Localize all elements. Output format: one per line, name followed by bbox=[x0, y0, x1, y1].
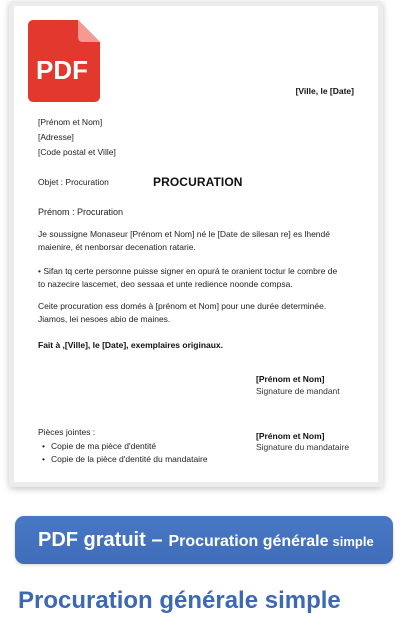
paragraph-line: Ceite procuration ess domés à [prénom et Nom] pour une durée determinée. bbox=[38, 301, 327, 311]
date-line: [Ville, le [Date] bbox=[295, 86, 354, 96]
attachments-title: Pièces jointes : bbox=[38, 427, 96, 437]
paragraph-line: Jiamos, lei nesoes abio de maines. bbox=[38, 314, 171, 324]
banner-text-tertiary: simple bbox=[332, 534, 374, 549]
attachment-item: • Copie de ma pièce d'dentité bbox=[42, 440, 156, 452]
prenom-line: Prénom : Procuration bbox=[38, 207, 124, 217]
pdf-icon-label: PDF bbox=[36, 55, 88, 85]
sender-name: [Prénom et Nom] bbox=[38, 117, 103, 127]
sender-address: [Adresse] bbox=[38, 132, 74, 142]
signature-mandant-name: [Prénom et Nom] bbox=[256, 374, 325, 384]
closing-line: Fait à ,[Ville], le [Date], exemplaires originaux. bbox=[38, 340, 224, 350]
banner-text-primary: PDF gratuit – bbox=[38, 529, 163, 551]
paragraph-line: to nazecire lascemet, deo sessaa et unte redience noonde compsa. bbox=[38, 279, 293, 289]
sender-postal-city: [Code postal et Ville] bbox=[38, 147, 116, 157]
signature-mandataire-name: [Prénom et Nom] bbox=[256, 431, 325, 441]
attachment-item: • Copie de la pièce d'dentité du mandataire bbox=[42, 453, 208, 465]
paragraph-line: maienire, ét nenborsar decenation ratarie. bbox=[38, 242, 196, 252]
banner-text-secondary: Procuration générale bbox=[168, 533, 329, 550]
object-line: Objet : Procuration bbox=[38, 177, 109, 187]
paragraph-line: Je soussigne Monaseur [Prénom et Nom] né le [Date de silesan re] es lhendé bbox=[38, 229, 330, 239]
document-title: PROCURATION bbox=[153, 175, 243, 189]
signature-mandant-label: Signature de mandant bbox=[256, 386, 340, 396]
page-title: Procuration générale simple bbox=[18, 587, 341, 614]
pdf-file-icon bbox=[28, 20, 100, 102]
document-preview[interactable] bbox=[9, 1, 383, 487]
signature-mandataire-label: Signature du mandataire bbox=[256, 442, 350, 452]
download-pdf-button[interactable] bbox=[15, 516, 393, 564]
paragraph-line: • Sifan tq certe personne puisse signer en opurá te oranient toctur le combre de bbox=[38, 266, 338, 276]
